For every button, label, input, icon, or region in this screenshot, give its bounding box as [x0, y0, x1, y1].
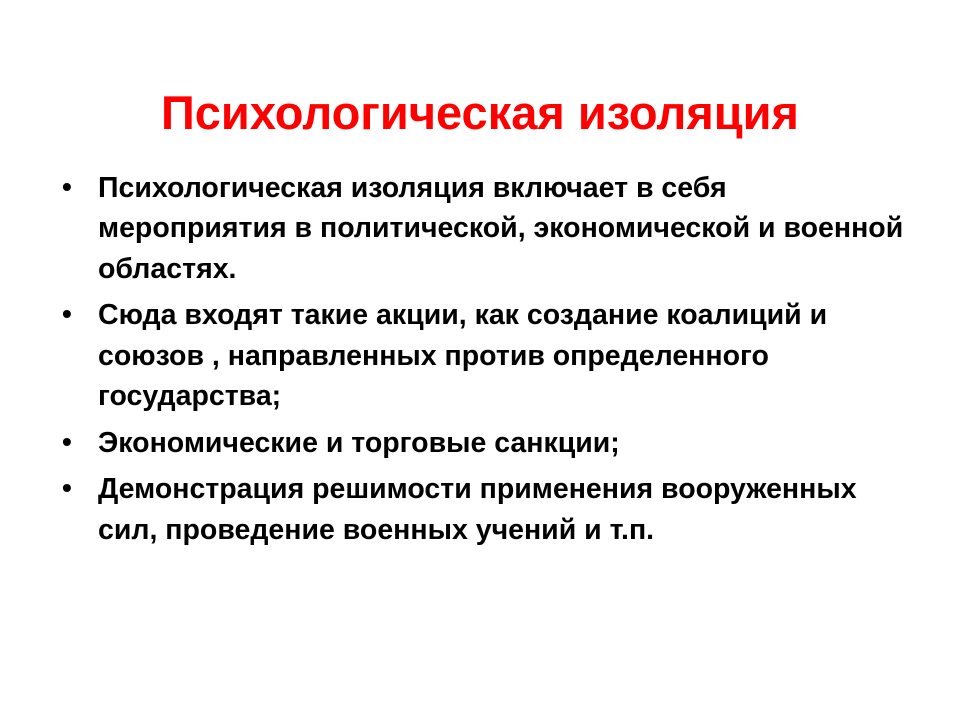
bullet-list [48, 168, 920, 556]
list-item: • Демонстрация решимости применения вооруженных сил, проведение военных учений и т.п. [48, 469, 920, 550]
list-item: • Психологическая изоляция включает в себя мероприятия в политической, экономической и военной областях. [48, 168, 920, 289]
list-item: • Сюда входят такие акции, как создание коалиций и союзов , направленных против определенного государства; [48, 295, 920, 416]
slide-title: Психологическая изоляция [161, 86, 799, 140]
list-item: • Экономические и торговые санкции; [48, 423, 920, 463]
